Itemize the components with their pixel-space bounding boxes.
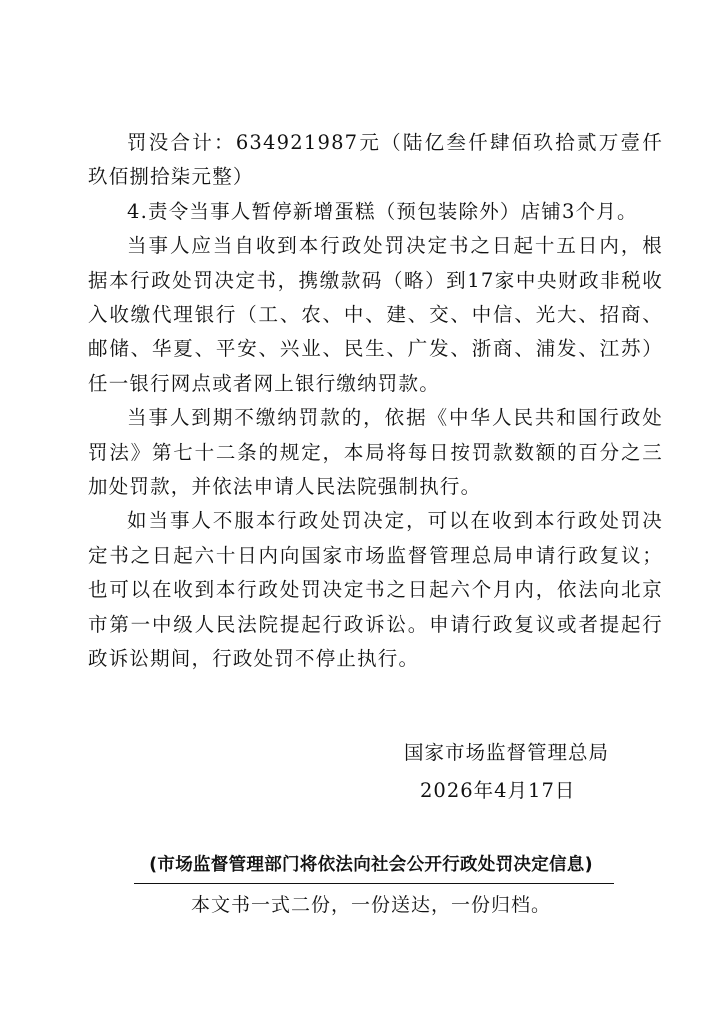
issuing-authority: 国家市场监督管理总局 [404, 741, 610, 764]
copies-note: 本文书一式二份，一份送达，一份归档。 [190, 894, 551, 916]
footer-divider [134, 883, 614, 884]
suspension-order-paragraph: 4.责令当事人暂停新增蛋糕（预包装除外）店铺3个月。 [127, 199, 638, 223]
payment-instructions-paragraph: 当事人应当自收到本行政处罚决定书之日起十五日内，根据本行政处罚决定书，携缴款码（略）到17家中央财政非税收入收缴代理银行（工、农、中、建、交、中信、光大、招商、邮储、华夏、平安、兴业、民生、广发、浙商、浦发、江苏）任一银行网点或者网上银行缴纳罚款。 [88, 234, 663, 395]
penalty-total-paragraph: 罚没合计：634921987元（陆亿叁仟肆佰玖拾贰万壹仟玖佰捌拾柒元整） [88, 131, 663, 189]
disclosure-notice: (市场监督管理部门将依法向社会公开行政处罚决定信息) [149, 855, 593, 875]
document-body [88, 126, 663, 677]
appeal-rights-paragraph: 如当事人不服本行政处罚决定，可以在收到本行政处罚决定书之日起六十日内向国家市场监督管理总局申请行政复议；也可以在收到本行政处罚决定书之日起六个月内，依法向北京市第一中级人民法院提起行政诉讼。申请行政复议或者提起行政诉讼期间，行政处罚不停止执行。 [88, 509, 663, 671]
signature-block [390, 734, 640, 810]
late-payment-paragraph: 当事人到期不缴纳罚款的，依据《中华人民共和国行政处罚法》第七十二条的规定，本局将每日按罚款数额的百分之三加处罚款，并依法申请人民法院强制执行。 [88, 406, 663, 499]
issue-date: 2026年4月17日 [420, 779, 576, 802]
